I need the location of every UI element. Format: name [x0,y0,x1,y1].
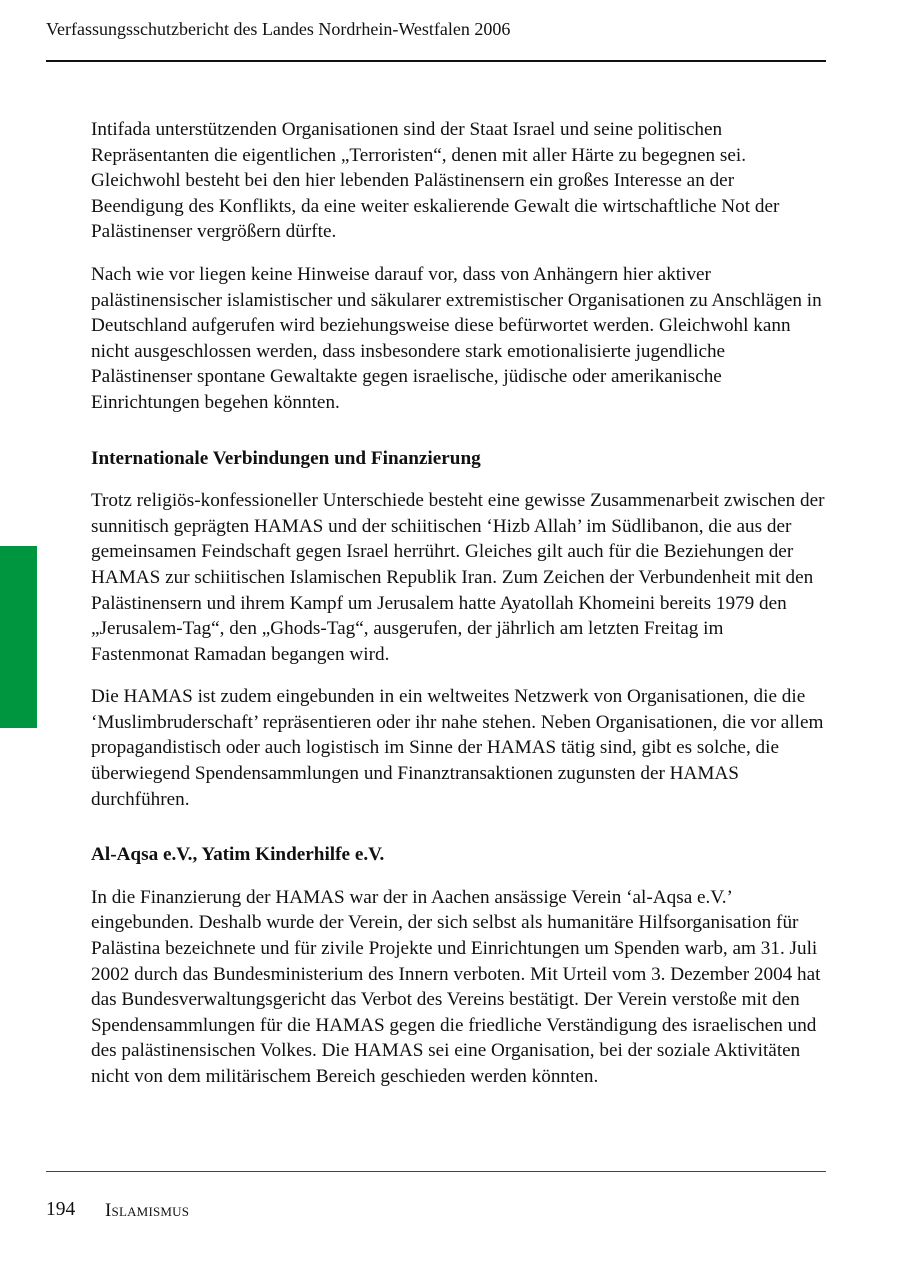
running-head-title: Verfassungsschutzbericht des Landes Nordrhein-Westfalen 2006 [46,19,511,39]
section-heading-al-aqsa: Al-Aqsa e.V., Yatim Kinderhilfe e.V. [91,844,385,866]
body-paragraph-3: Trotz religiös-konfessioneller Unterschiede besteht eine gewisse Zusammenarbeit zwischen der sunnitisch geprägten HAMAS und der schiitischen ‘Hizb Allah’ im Südlibanon, die aus der gemeinsamen Feindschaft gegen Israel herrührt. Gleiches gilt auch für die Beziehungen der HAMAS zur schiitischen Islamischen Republik Iran. Zum Zeichen der Verbundenheit mit den Palästinensern und ihrem Kampf um Jerusalem hatte Ayatollah Khomeini bereits 1979 den „Jerusalem-Tag“, den „Ghods-Tag“, ausgerufen, der jährlich am letzten Freitag im Fastenmonat Ramadan begangen wird. [91,490,825,665]
chapter-side-marker [0,546,37,728]
page-body [91,117,826,1107]
header-divider [46,60,826,62]
footer-section-label: Islamismus [105,1200,190,1221]
body-paragraph-4: Die HAMAS ist zudem eingebunden in ein weltweites Netzwerk von Organisationen, die die ‘Muslimbruderschaft’ repräsentieren oder ihr nahe stehen. Neben Organisationen, die vor allem propagandistisch oder auch logistisch im Sinne der HAMAS tätig sind, gibt es solche, die überwiegend Spendensammlungen und Finanztransaktionen zugunsten der HAMAS durchführen. [91,686,824,810]
section-heading-international: Internationale Verbindungen und Finanzierung [91,447,481,469]
body-paragraph-1: Intifada unterstützenden Organisationen sind der Staat Israel und seine politischen Repräsentanten die eigentlichen „Terroristen“, denen mit aller Härte zu begegnen sei. Gleichwohl besteht bei den hier lebenden Palästinensern ein großes Interesse an der Beendigung des Konflikts, da eine weiter eskalierende Gewalt die wirtschaftliche Not der Palästinenser vergrößern dürfte. [91,119,780,243]
page-number: 194 [46,1199,76,1220]
footer-divider [46,1171,826,1172]
body-paragraph-2: Nach wie vor liegen keine Hinweise darauf vor, dass von Anhängern hier aktiver palästinensischer islamistischer und säkularer extremistischer Organisationen zu Anschlägen in Deutschland aufgerufen wird beziehungsweise diese befürwortet werden. Gleichwohl kann nicht ausgeschlossen werden, dass insbesondere stark emotionalisierte jugendliche Palästinenser spontane Gewaltakte gegen israelische, jüdische oder amerikanische Einrichtungen begehen könnten. [91,263,822,413]
body-paragraph-5: In die Finanzierung der HAMAS war der in Aachen ansässige Verein ‘al-Aqsa e.V.’ eingebunden. Deshalb wurde der Verein, der sich selbst als humanitäre Hilfsorganisation für Palästina bezeichnete und für zivile Projekte und Einrichtungen um Spenden warb, am 31. Juli 2002 durch das Bundesministerium des Innern verboten. Mit Urteil vom 3. Dezember 2004 hat das Bundesverwaltungsgericht das Verbot des Vereins bestätigt. Der Verein verstoße mit den Spendensammlungen für die HAMAS gegen die friedliche Verständigung des israelischen und des palästinensischen Volkes. Die HAMAS sei eine Organisation, bei der soziale Aktivitäten nicht von dem militärischem Bereich geschieden werden könnten. [91,886,821,1087]
